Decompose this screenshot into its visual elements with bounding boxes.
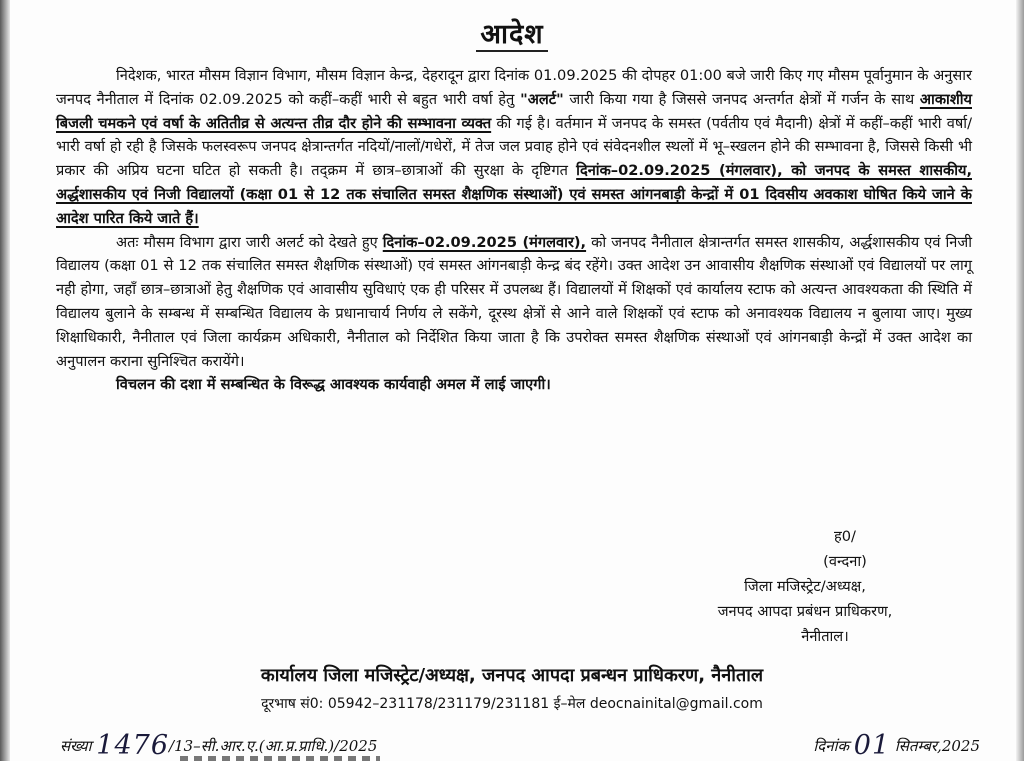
signature-block bbox=[655, 524, 955, 649]
date-suffix: सितम्बर,2025 bbox=[894, 737, 980, 755]
p2-segment-2: को जनपद नैनीताल क्षेत्रान्तर्गत समस्त शासकीय, अर्द्धशासकीय एवं निजी विद्यालय (कक्षा 01 से 12 तक संचालित समस्त शैक्षणिक संस्थाओं) एवं समस्त आंगनबाड़ी केन्द्र बंद रहेंगे। उक्त आदेश उन आवासीय शैक्षणिक संस्थाओं एवं विद्यालयों पर लागू नही होगा, जहाँ छात्र–छात्राओं हेतु शैक्षणिक एवं आवासीय सुविधाएं एक ही परिसर में उपलब्ध हैं। विद्यालयों में शिक्षकों एवं कार्यालय स्टाफ को अत्यन्त आवश्यकता की स्थिति में विद्यालय बुलाने के सम्बन्ध में सम्बन्धित विद्यालय के प्रधानाचार्य निर्णय ले सकेंगे, दूरस्थ क्षेत्रों से आने वाले शिक्षकों एवं स्टाफ को अनावश्यक विद्यालय न बुलाया जाए। मुख्य शिक्षाधिकारी, नैनीताल एवं जिला कार्यक्रम अधिकारी, नैनीताल को निर्देशित किया जाता है कि उपरोक्त समस्त शैक्षणिक संस्थाओं एवं आंगनबाड़ी केन्द्रों में उक्त आदेश का अनुपालन कराना सुनिश्चित करायेंगे। bbox=[56, 233, 972, 370]
paragraph-3: विचलन की दशा में सम्बन्धित के विरूद्ध आवश्यक कार्यवाही अमल में लाई जाएगी। bbox=[116, 376, 551, 394]
p2-underlined-date: दिनांक–02.09.2025 (मंगलवार), bbox=[382, 233, 587, 251]
handwritten-date: 01 bbox=[853, 730, 891, 761]
p1-underlined-holiday: दिनांक–02.09.2025 (मंगलवार), को जनपद के समस्त शासकीय, अर्द्धशासकीय एवं निजी विद्यालयों (कक्षा 01 से 12 तक संचालित समस्त शैक्षणिक संस्थाओं) एवं समस्त आंगनबाड़ी केन्द्रों में 01 दिवसीय अवकाश घोषित किये जाने के आदेश पारित किये जाते हैं। bbox=[56, 162, 972, 227]
p1-segment-1: निदेशक, भारत मौसम विज्ञान विभाग, मौसम विज्ञान केन्द्र, देहरादून द्वारा दिनांक 01.09.2025 की दोपहर 01:00 बजे जारी किए गए मौसम पूर्वानुमान के अनुसार जनपद नैनीताल में दिनांक 02.09.2025 को कहीं–कहीं भारी से बहुत भारी वर्षा हेतु bbox=[56, 67, 972, 108]
number-suffix: /13–सी.आर.ए.(आ.प्र.प्राधि.)/2025 bbox=[169, 737, 378, 755]
p1-underlined-lightning: आकाशीय बिजली चमकने एवं वर्षा के अतितीव्र से अत्यन्त तीव्र दौर होने की सम्भावना व्यक्त bbox=[56, 90, 972, 132]
order-body bbox=[56, 64, 972, 397]
cut-off-next-line bbox=[180, 756, 380, 761]
paragraph-1 bbox=[56, 64, 972, 231]
paragraph-2 bbox=[56, 231, 972, 374]
reference-date bbox=[813, 730, 980, 761]
contact-line bbox=[0, 694, 1024, 713]
signatory-designation: जिला मजिस्ट्रेट/अध्यक्ष, bbox=[744, 578, 866, 595]
signatory-name: (वन्दना) bbox=[823, 553, 867, 570]
phone-numbers: 05942–231178/231179/231181 bbox=[327, 696, 550, 712]
p1-segment-2: जारी किया गया है जिससे जनपद अन्तर्गत क्षेत्रों में गर्जन के साथ bbox=[563, 90, 920, 108]
p1-segment-3: की गई है। वर्तमान में जनपद के समस्त (पर्वतीय एवं मैदानी) क्षेत्रों में कहीं–कहीं भारी वर्षा/भारी वर्षा हो रही है जिसके फलस्वरूप जनपद क्षेत्रान्तर्गत नदियों/नालों/गधेरों, में तेज जल प्रवाह होने एवं संवेदनशील स्थलों में भू–स्खलन होने की सम्भावना है, जिससे किसी भी प्रकार की अप्रिय घटना घटित हो सकती है। तद्क्रम में छात्र–छात्राओं की सुरक्षा के दृष्टिगत bbox=[56, 114, 972, 180]
signed-mark: ह0/ bbox=[834, 528, 856, 545]
number-label: संख्या bbox=[60, 737, 92, 755]
office-name: कार्यालय जिला मजिस्ट्रेट/अध्यक्ष, जनपद आपदा प्रबन्धन प्राधिकरण, नैनीताल bbox=[260, 665, 764, 686]
scan-right-edge-shadow bbox=[1016, 0, 1024, 761]
title-text: आदेश bbox=[476, 19, 547, 52]
scan-left-edge-shadow bbox=[0, 0, 10, 761]
phone-label: दूरभाष सं0: bbox=[261, 696, 324, 712]
signatory-place: नैनीताल। bbox=[801, 628, 849, 645]
signatory-authority: जनपद आपदा प्रबंधन प्राधिकरण, bbox=[717, 603, 893, 620]
handwritten-number: 1476 bbox=[96, 730, 170, 761]
date-label: दिनांक bbox=[813, 737, 849, 755]
p2-segment-1: अतः मौसम विभाग द्वारा जारी अलर्ट को देखते हुए bbox=[116, 233, 383, 251]
page-title bbox=[0, 14, 1024, 51]
email-address: deocnainital@gmail.com bbox=[589, 696, 763, 712]
alert-word: "अलर्ट" bbox=[520, 90, 564, 108]
email-label: ई–मेल bbox=[553, 696, 586, 712]
